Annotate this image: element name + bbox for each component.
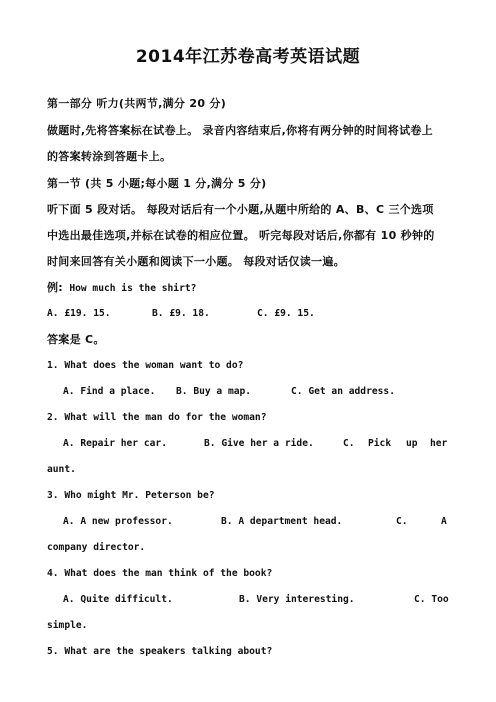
question-1-option-a: A. Find a place.: [63, 386, 156, 397]
example-option-a: A. £19. 15.: [47, 308, 111, 319]
example-question: [47, 281, 449, 296]
question-1-option-c: C. Get an address.: [291, 386, 395, 397]
question-2-option-c-label: C.: [343, 438, 355, 449]
section1-instruction-line-3: 时间来回答有关小题和阅读下一小题。 每段对话仅读一遍。: [47, 255, 345, 268]
question-5-stem: 5. What are the speakers talking about?: [47, 646, 273, 657]
question-2-wrap: aunt.: [47, 464, 76, 475]
section1-instruction-line-2: 中选出最佳选项,并标在试卷的相应位置。 听完每段对话后,你都有 10 秒钟的: [47, 229, 435, 242]
section1-instruction-line-1: 听下面 5 段对话。 每段对话后有一个小题,从题中所给的 A、B、C 三个选项: [47, 203, 434, 216]
question-3-option-b: B. A department head.: [221, 516, 343, 527]
question-4-option-c: C. Too: [414, 594, 449, 605]
question-2-stem: 2. What will the man do for the woman?: [47, 412, 267, 423]
question-3-wrap: company director.: [47, 542, 146, 553]
example-prefix: 例:: [47, 281, 63, 294]
question-2-option-b: B. Give her a ride.: [204, 438, 314, 449]
question-3-stem: 3. Who might Mr. Peterson be?: [47, 490, 215, 501]
section1-heading: 第一节 (共 5 小题;每小题 1 分,满分 5 分): [47, 177, 267, 190]
question-4-stem: 4. What does the man think of the book?: [47, 568, 273, 579]
example-stem: How much is the shirt?: [69, 283, 197, 294]
question-1-option-b: B. Buy a map.: [176, 386, 252, 397]
question-4-wrap: simple.: [47, 620, 88, 631]
question-3-option-a: A. A new professor.: [63, 516, 173, 527]
question-2-option-c-word-3: her: [430, 438, 448, 449]
example-option-b: B. £9. 18.: [152, 308, 210, 319]
question-2-option-c-word-2: up: [406, 438, 418, 449]
question-2-option-c-word-1: Pick: [368, 438, 392, 449]
question-2-option-a: A. Repair her car.: [63, 438, 167, 449]
question-4-option-b: B. Very interesting.: [239, 594, 355, 605]
example-answer: 答案是 C。: [47, 333, 105, 346]
question-3-option-c-label: C.: [396, 516, 408, 527]
question-1-stem: 1. What does the woman want to do?: [47, 360, 244, 371]
instruction-line-1: 做题时,先将答案标在试卷上。 录音内容结束后,你将有两分钟的时间将试卷上: [47, 124, 433, 137]
question-3-option-c-word-1: A: [441, 516, 447, 527]
page-title: 2014年江苏卷高考英语试题: [135, 47, 361, 67]
part1-heading: 第一部分 听力(共两节,满分 20 分): [47, 97, 227, 110]
example-option-c: C. £9. 15.: [257, 308, 315, 319]
question-4-option-a: A. Quite difficult.: [63, 594, 173, 605]
instruction-line-2: 的答案转涂到答题卡上。: [47, 150, 172, 163]
